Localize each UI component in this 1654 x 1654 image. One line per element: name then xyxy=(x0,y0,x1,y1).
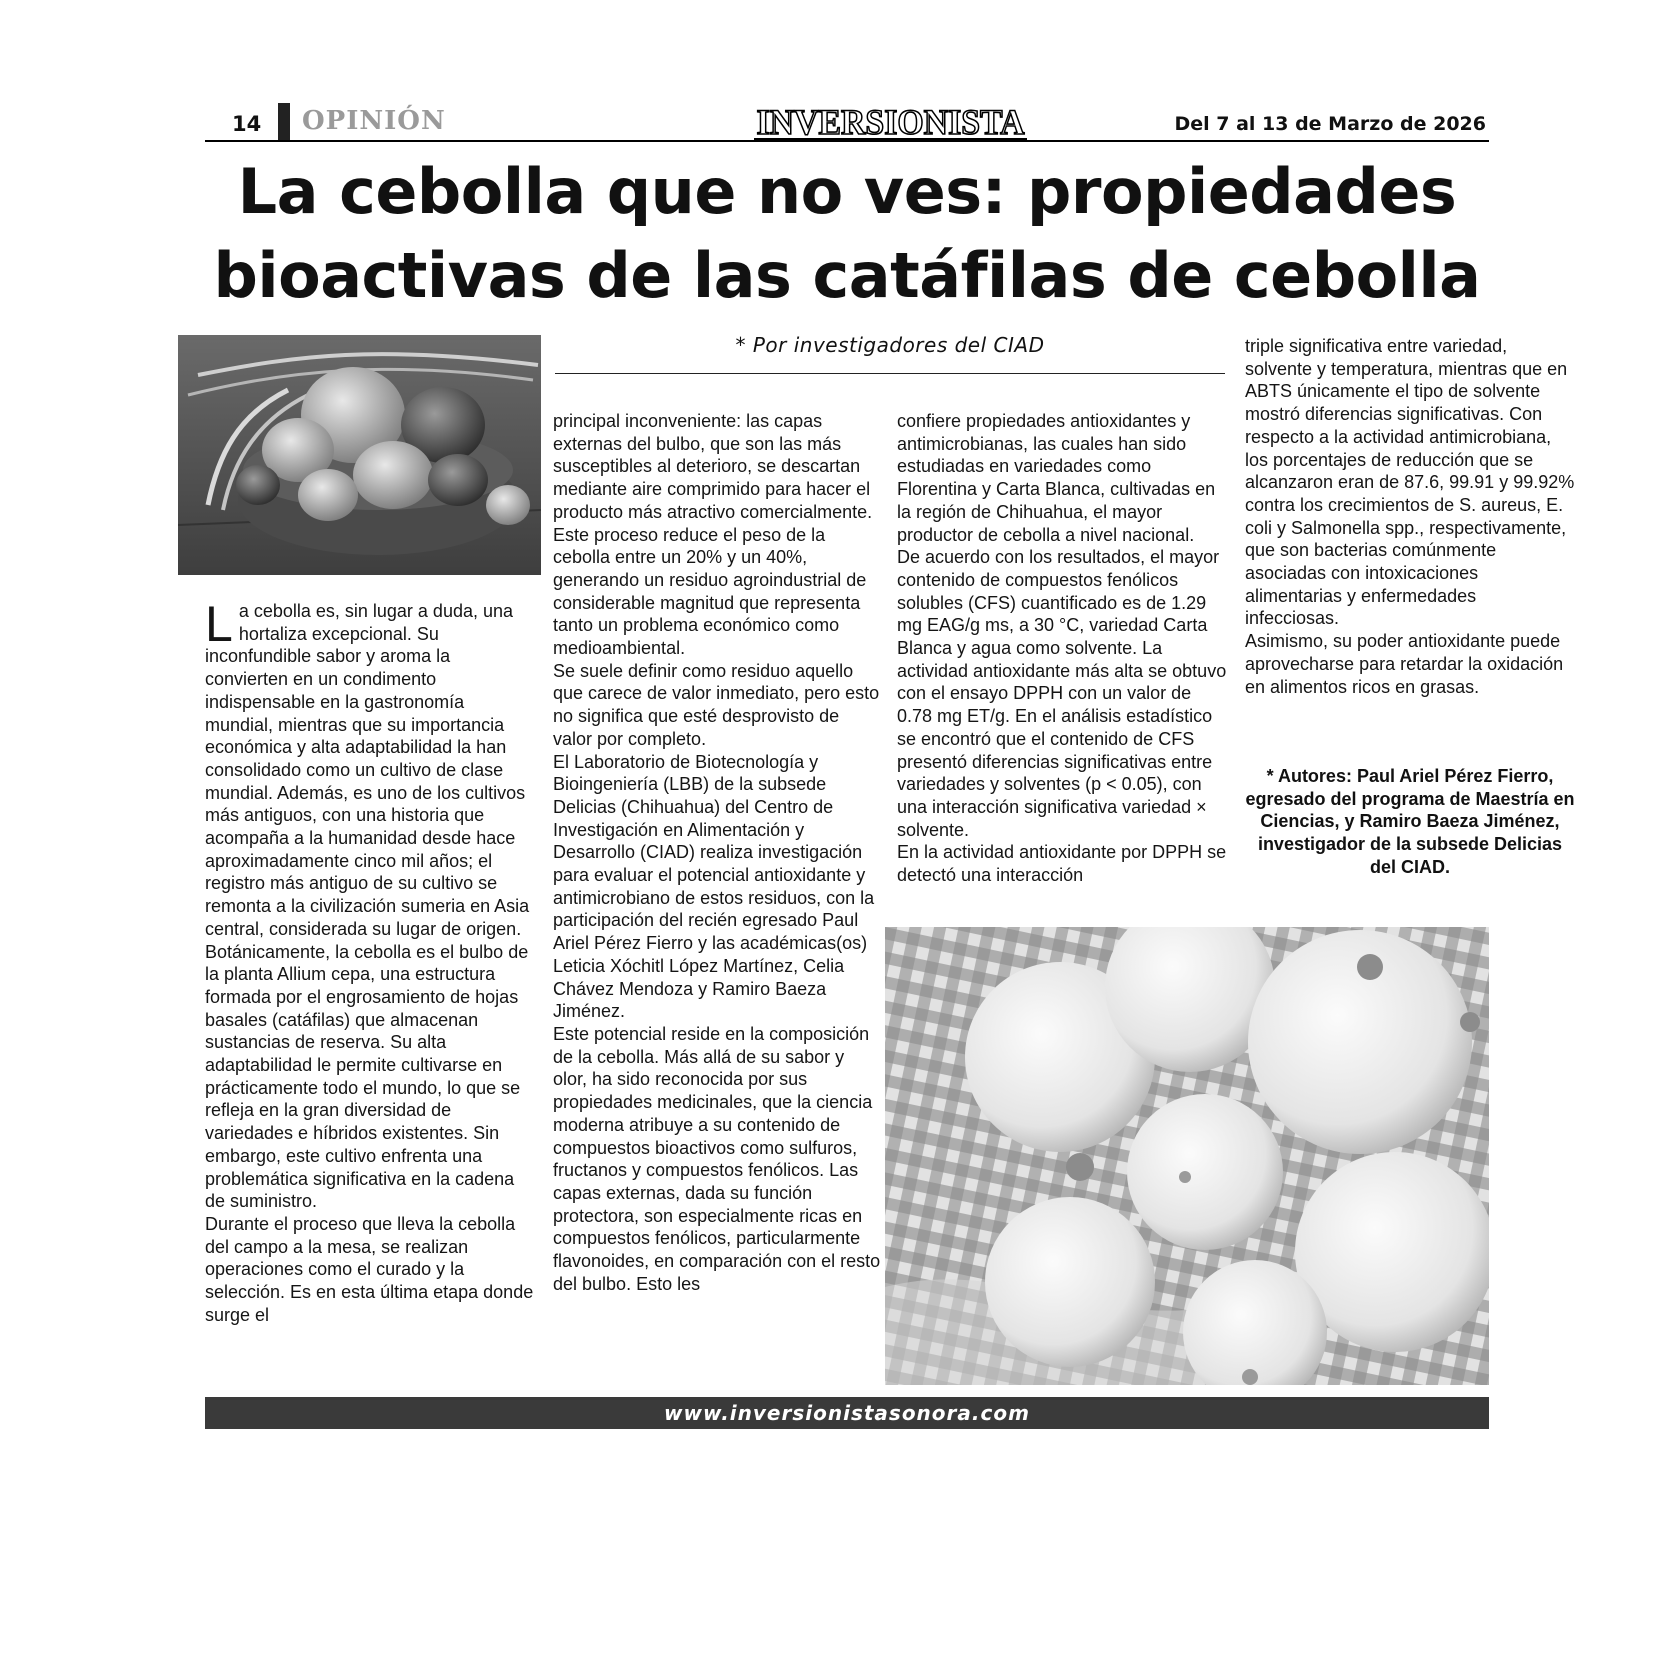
masthead-logo-text: INVERSIONISTA xyxy=(756,104,1025,140)
header-rule xyxy=(205,140,1489,142)
section-divider xyxy=(278,103,290,141)
byline-rule xyxy=(555,373,1225,374)
headline-line-1: La cebolla que no ves: propiedades xyxy=(237,155,1457,228)
onion-bowl-photo xyxy=(178,335,541,575)
headline-line-2: bioactivas de las catáfilas de cebolla xyxy=(213,239,1481,312)
section-label: OPINIÓN xyxy=(302,106,446,136)
paragraph xyxy=(205,596,535,941)
article-column-4 xyxy=(1245,335,1575,698)
masthead-logo xyxy=(754,104,1027,140)
authors-note: * Autores: Paul Ariel Pérez Fierro, egresado del programa de Maestría en Ciencias, y Ramiro Baeza Jiménez, investigador de la subsede Delicias del CIAD. xyxy=(1245,766,1575,877)
byline: * Por investigadores del CIAD xyxy=(735,333,1045,357)
paragraph: Este potencial reside en la composición de la cebolla. Más allá de su sabor y olor, ha sido reconocida por sus propiedades medicinales, que la ciencia moderna atribuye a su contenido de compuestos bioactivos como sulfuros, fructanos y compuestos fenólicos. Las capas externas, dada su función protectora, son especialmente ricas en compuestos fenólicos, particularmente flavonoides, en comparación con el resto del bulbo. Esto les xyxy=(553,1023,881,1294)
article-column-3 xyxy=(897,410,1227,887)
paragraph: En la actividad antioxidante por DPPH se detectó una interacción xyxy=(897,842,1227,886)
paragraph: De acuerdo con los resultados, el mayor contenido de compuestos fenólicos solubles (CFS) cuantificado es de 1.29 mg EAG/g ms, a 30 °C, variedad Carta Blanca y agua como solvente. La actividad antioxidante más alta se obtuvo con el ensayo DPPH con un valor de 0.78 mg ET/g. En el análisis estadístico se encontró que el contenido de CFS presentó diferencias significativas entre variedades y solventes (p < 0.05), con una interacción significativa variedad × solvente. xyxy=(897,547,1227,840)
footer-bar xyxy=(205,1397,1489,1429)
paragraph: Este proceso reduce el peso de la cebolla entre un 20% y un 40%, generando un residuo agroindustrial de considerable magnitud que representa tanto un problema económico como medioambiental. xyxy=(553,524,867,659)
paragraph: principal inconveniente: las capas externas del bulbo, que son las más susceptibles al deterioro, se descartan mediante aire comprimido para hacer el producto más atractivo comercialmente. xyxy=(553,411,873,522)
paragraph: triple significativa entre variedad, solvente y temperatura, mientras que en ABTS únicamente el tipo de solvente mostró diferencias significativas. Con respecto a la actividad antimicrobiana, los porcentajes de reducción que se alcanzaron eran de 87.6, 99.91 y 99.92% contra los crecimientos de S. aureus, E. coli y Salmonella spp., respectivamente, que son bacterias comúnmente asociadas con intoxicaciones alimentarias y enfermedades infecciosas. xyxy=(1245,336,1575,629)
paragraph: confiere propiedades antioxidantes y antimicrobianas, las cuales han sido estudiadas en variedades como Florentina y Carta Blanca, cultivadas en la región de Chihuahua, el mayor productor de cebolla a nivel nacional. xyxy=(897,411,1216,545)
website-url: www.inversionistasonora.com xyxy=(664,1401,1030,1425)
drop-cap: L xyxy=(205,596,233,652)
headline xyxy=(205,150,1489,318)
article-column-2 xyxy=(553,410,883,1295)
paragraph: Asimismo, su poder antioxidante puede aprovecharse para retardar la oxidación en alimentos ricos en grasas. xyxy=(1245,631,1564,697)
paragraph-text: a cebolla es, sin lugar a duda, una hortaliza excepcional. Su inconfundible sabor y aroma la convierten en un condimento indispensable en la gastronomía mundial, mientras que su importancia económica y alta adaptabilidad la han consolidado como un cultivo de clase mundial. Además, es uno de los cultivos más antiguos, con una historia que acompaña a la humanidad desde hace aproximadamente cinco mil años; el registro más antiguo de su cultivo se remonta a la civilización sumeria en Asia central, considerada su lugar de origen. xyxy=(205,601,530,939)
paragraph: Se suele definir como residuo aquello que carece de valor inmediato, pero esto no significa que esté desprovisto de valor por completo. xyxy=(553,660,880,749)
article-column-1 xyxy=(205,596,535,1327)
paragraph: El Laboratorio de Biotecnología y Bioingeniería (LBB) de la subsede Delicias (Chihuahua) del Centro de Investigación en Alimentación y Desarrollo (CIAD) realiza investigación para evaluar el potencial antioxidante y antimicrobiano de estos residuos, con la participación del recién egresado Paul Ariel Pérez Fierro y las académicas(os) Leticia Xóchitl López Martínez, Celia Chávez Mendoza y Ramiro Baeza Jiménez. xyxy=(553,751,875,1022)
page-number: 14 xyxy=(232,112,262,136)
paragraph: Durante el proceso que lleva la cebolla del campo a la mesa, se realizan operaciones como el curado y la selección. Es en esta última etapa donde surge el xyxy=(205,1213,534,1325)
issue-date: Del 7 al 13 de Marzo de 2026 xyxy=(1174,113,1486,135)
onions-on-cloth-photo xyxy=(885,927,1489,1385)
paragraph: Botánicamente, la cebolla es el bulbo de la planta Allium cepa, una estructura formada por el engrosamiento de hojas basales (catáfilas) que almacenan sustancias de reserva. Su alta adaptabilidad le permite cultivarse en prácticamente todo el mundo, lo que se refleja en la gran diversidad de variedades e híbridos existentes. Sin embargo, este cultivo enfrenta una problemática significativa en la cadena de suministro. xyxy=(205,941,529,1212)
